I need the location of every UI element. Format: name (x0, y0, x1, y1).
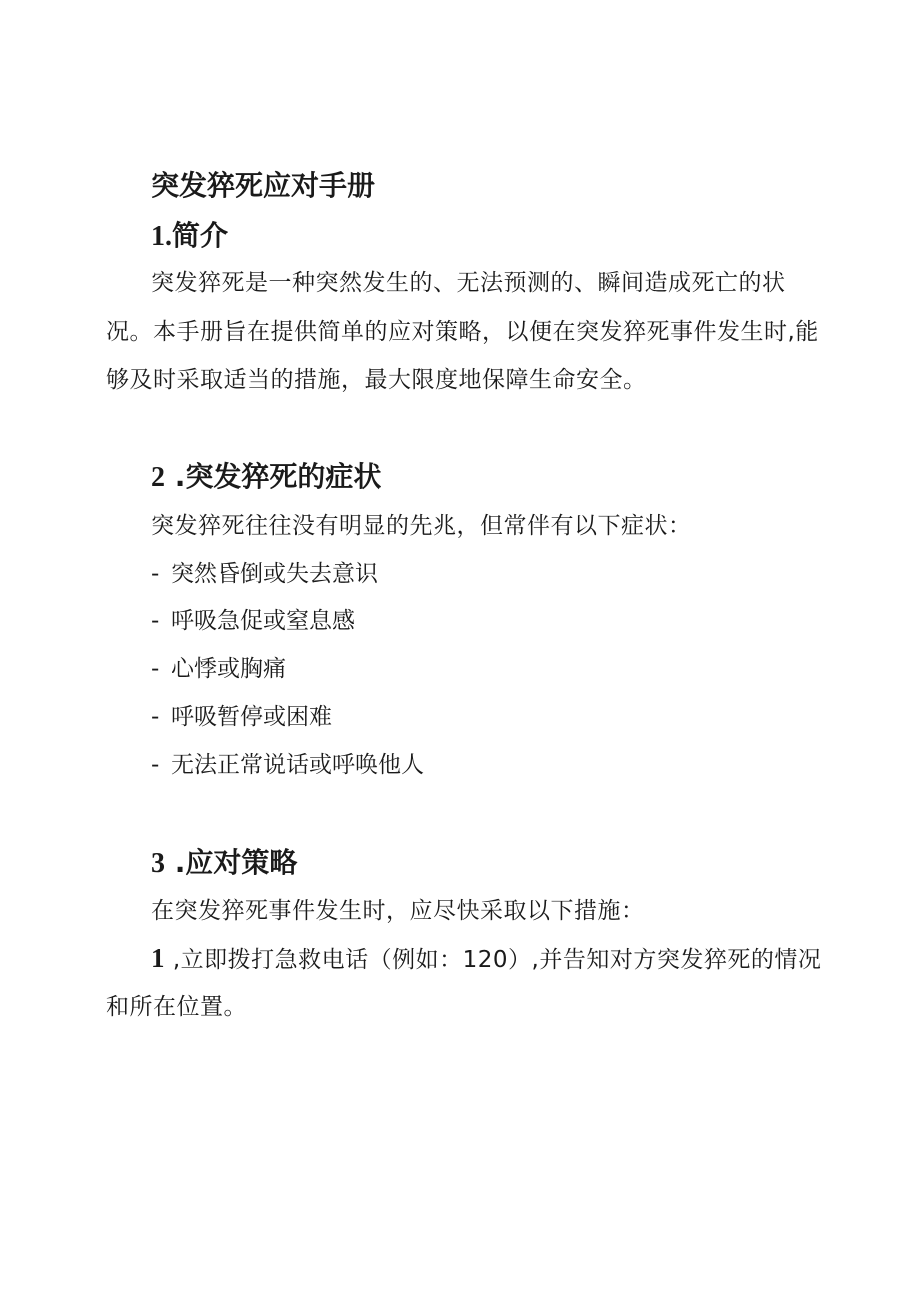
symptoms-intro: 突发猝死往往没有明显的先兆，但常伴有以下症状： (151, 513, 692, 539)
list-item-text: 心悸或胸痛 (171, 656, 286, 682)
intro-paragraph-line-2: 况。本手册旨在提供简单的应对策略，以便在突发猝死事件发生时,能 (106, 319, 819, 345)
step-1-number: 1 (151, 943, 165, 973)
list-item (151, 702, 332, 732)
step-1-text: ,立即拨打急救电话（例如：120）,并告知对方突发猝死的情况 (172, 947, 822, 973)
section-2-number: 2 (151, 462, 165, 493)
section-2-heading (151, 459, 381, 496)
section-1-number: 1. (151, 221, 172, 252)
list-dash: - (151, 704, 160, 730)
list-dash: - (151, 608, 160, 634)
list-item-text: 无法正常说话或呼唤他人 (171, 752, 424, 778)
list-item (151, 750, 424, 780)
intro-paragraph-line-3: 够及时采取适当的措施，最大限度地保障生命安全。 (106, 367, 647, 393)
list-item (151, 606, 355, 636)
list-dash: - (151, 561, 160, 587)
section-3-number: 3 (151, 848, 165, 879)
list-item (151, 559, 378, 589)
list-item-text: 呼吸急促或窒息感 (171, 608, 355, 634)
strategy-intro: 在突发猝死事件发生时，应尽快采取以下措施： (151, 898, 645, 924)
section-3-title: .应对策略 (174, 846, 298, 879)
step-1-line-2: 和所在位置。 (106, 994, 247, 1020)
list-item-text: 呼吸暂停或困难 (171, 704, 332, 730)
section-1-title: 简介 (172, 219, 229, 252)
section-1-heading (151, 218, 228, 255)
document-title: 突发猝死应对手册 (151, 169, 376, 202)
section-2-title: .突发猝死的症状 (174, 460, 382, 493)
list-item (151, 654, 286, 684)
list-item-text: 突然昏倒或失去意识 (171, 561, 378, 587)
list-dash: - (151, 656, 160, 682)
step-1-line-1 (151, 943, 821, 975)
section-3-heading (151, 845, 297, 882)
intro-paragraph-line-1: 突发猝死是一种突然发生的、无法预测的、瞬间造成死亡的状 (151, 270, 786, 296)
list-dash: - (151, 752, 160, 778)
